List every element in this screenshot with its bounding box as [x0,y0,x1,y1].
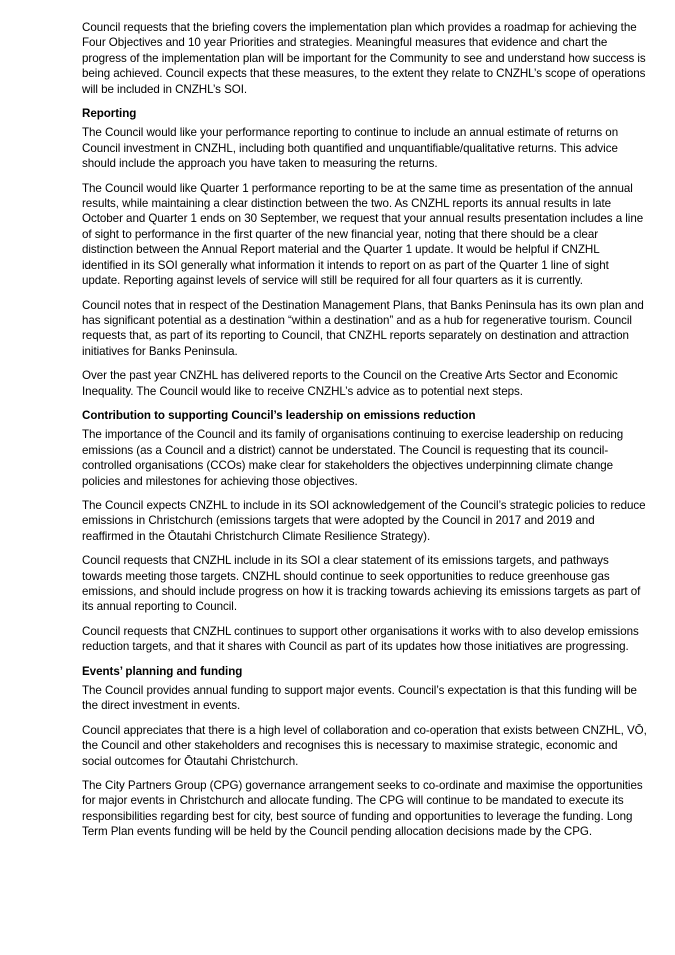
paragraph-support-organisations: Council requests that CNZHL continues to support other organisations it works with to also develop emissions reduction targets, and that it shares with Council as part of its updates how those initiatives are progressing. [82,624,639,654]
heading-events-planning: Events’ planning and funding [82,664,243,678]
paragraph-banks-peninsula: Council notes that in respect of the Destination Management Plans, that Banks Peninsula has its own plan and has significant potential as a destination “within a destination” and as a hub for regenerative tourism. Council requests that, as part of its reporting to Council, that CNZHL reports separately on destination and attraction initiatives for Banks Peninsula. [82,298,644,358]
paragraph-emissions-leadership: The importance of the Council and its family of organisations continuing to exercise leadership on reducing emissions (as a Council and a district) cannot be understated. The Council is requesting that its council-controlled organisations (CCOs) make clear for stakeholders the objectives underpinning climate change policies and milestones for achieving those objectives. [82,428,624,488]
document-page [82,20,648,849]
heading-emissions-reduction: Contribution to supporting Council’s leadership on emissions reduction [82,408,476,422]
paragraph-strategic-policies: The Council expects CNZHL to include in its SOI acknowledgement of the Council’s strategic policies to reduce emissions in Christchurch (emissions targets that were adopted by the Council in 2017 and 2019 and reaffirmed in the Ōtautahi Christchurch Climate Resilience Strategy). [82,498,646,543]
paragraph-collaboration: Council appreciates that there is a high level of collaboration and co-operation that exists between CNZHL, VŌ, the Council and other stakeholders and recognises this is necessary to maximise strategic, economic and social outcomes for Ōtautahi Christchurch. [82,723,647,768]
heading-reporting: Reporting [82,107,137,121]
paragraph-reports-delivered: Over the past year CNZHL has delivered reports to the Council on the Creative Arts Sector and Economic Inequality. The Council would like to receive CNZHL’s advice as to potential next steps. [82,369,618,398]
paragraph-emissions-targets: Council requests that CNZHL include in its SOI a clear statement of its emissions targets, and pathways towards meeting those targets. CNZHL should continue to seek opportunities to reduce greenhouse gas emissions, and should include progress on how it is tracking towards achieving its emissions targets as part of its annual reporting to Council. [82,554,641,614]
paragraph-briefing-implementation-plan: Council requests that the briefing covers the implementation plan which provides a roadmap for achieving the Four Objectives and 10 year Priorities and strategies. Meaningful measures that evidence and chart the progress of the implementation plan will be important for the Community to see and understand how success is being achieved. Council expects that these measures, to the extent they relate to CNZHL’s scope of operations will be included in CNZHL’s SOI. [82,21,646,96]
paragraph-annual-funding: The Council provides annual funding to support major events. Council’s expectation is that this funding will be the direct investment in events. [82,684,637,713]
paragraph-city-partners-group: The City Partners Group (CPG) governance arrangement seeks to co-ordinate and maximise the opportunities for major events in Christchurch and allocate funding. The CPG will continue to be mandated to execute its responsibilities regarding best for city, best source of funding and opportunities to leverage the funding. Long Term Plan events funding will be held by the Council pending allocation decisions made by the CPG. [82,779,643,839]
paragraph-performance-reporting: The Council would like your performance reporting to continue to include an annual estimate of returns on Council investment in CNZHL, including both quantified and unquantifiable/qualitative returns. This advice should include the approach you have taken to measuring the returns. [82,126,619,171]
paragraph-quarter-1-reporting: The Council would like Quarter 1 performance reporting to be at the same time as presentation of the annual results, while maintaining a clear distinction between the two. As CNZHL reports its annual results in late October and Quarter 1 ends on 30 September, we request that your annual results presentation includes a line of sight to performance in the first quarter of the new financial year, noting that there should be a clear distinction between the Annual Report material and the Quarter 1 update. It would be helpful if CNZHL identified in its SOI generally what information it intends to report on as part of the Quarter 1 line of sight update. Reporting against levels of service will still be required for all four quarters as it is currently. [82,181,644,288]
